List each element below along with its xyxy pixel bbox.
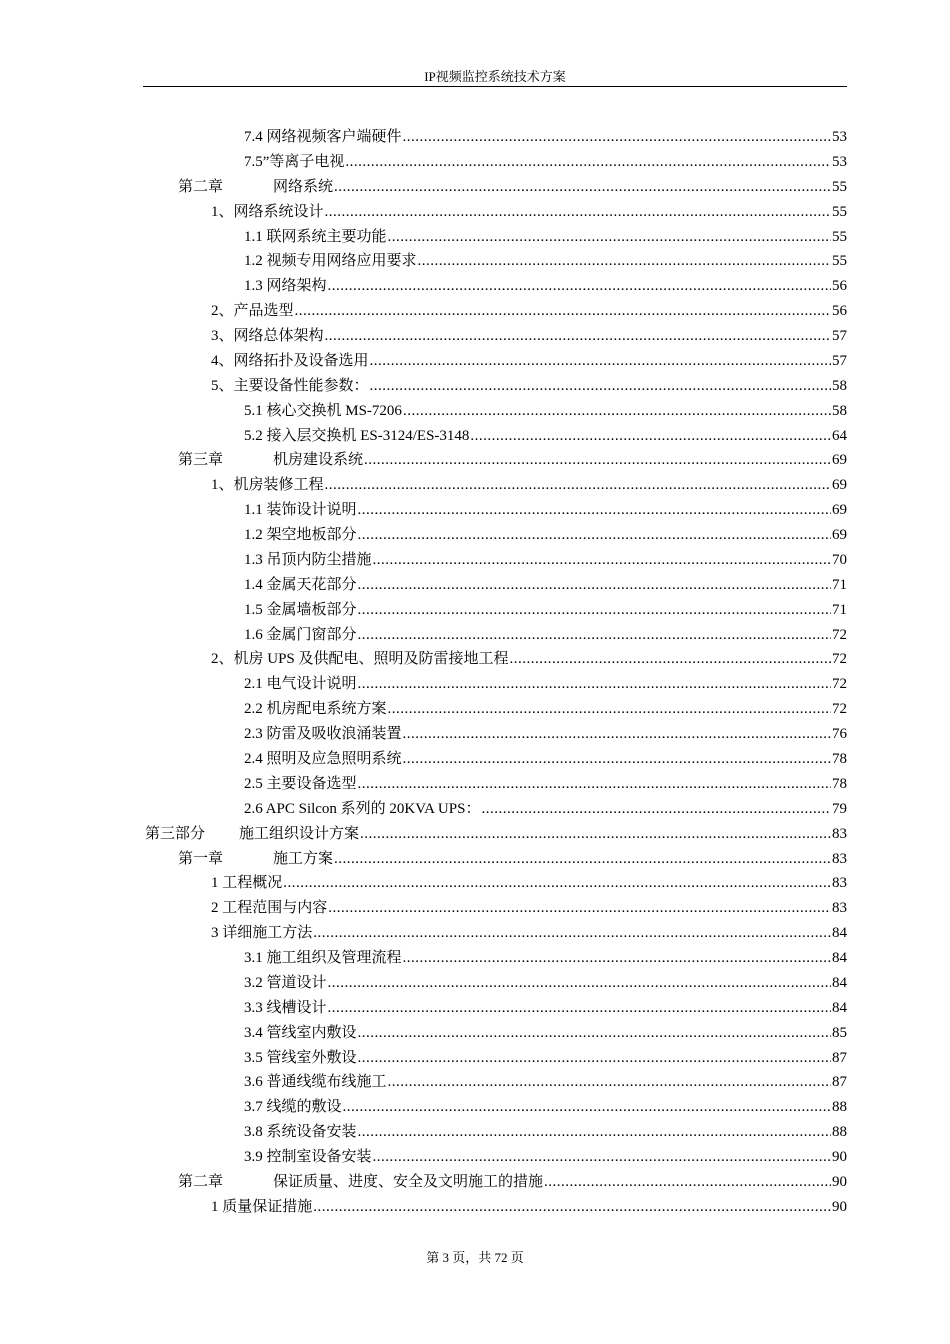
toc-dot-leader (334, 848, 831, 870)
toc-dot-leader (403, 400, 831, 422)
toc-entry-title (211, 300, 294, 322)
toc-dot-leader (343, 1096, 831, 1118)
toc-entry-label: 2.3 防雷及吸收浪涌装置 (244, 726, 402, 743)
toc-entry-title (244, 673, 357, 695)
toc-dot-leader (388, 226, 831, 248)
toc-entry-title (244, 947, 402, 969)
toc-entry[interactable] (244, 1121, 847, 1146)
toc-entry[interactable] (244, 1096, 847, 1121)
toc-entry[interactable] (244, 574, 847, 599)
toc-entry[interactable] (211, 922, 847, 947)
toc-entry-heading: 施工方案 (273, 850, 334, 867)
toc-entry-label: 3.8 系统设备安装 (244, 1124, 357, 1141)
toc-entry[interactable] (244, 997, 847, 1022)
toc-entry-label: 1.2 架空地板部分 (244, 527, 357, 544)
toc-entry[interactable] (211, 375, 847, 400)
toc-entry-label: 5、主要设备性能参数： (211, 377, 369, 394)
toc-entry-label: 1.1 装饰设计说明 (244, 502, 357, 519)
toc-page-number: 69 (832, 527, 847, 544)
toc-entry-title (211, 375, 369, 397)
toc-dot-leader (325, 474, 831, 496)
toc-entry-label: 1 质量保证措施 (211, 1198, 313, 1215)
toc-entry-title (178, 1171, 543, 1193)
toc-entry[interactable] (178, 176, 847, 201)
toc-entry[interactable] (244, 226, 847, 251)
toc-entry-title (244, 1071, 387, 1093)
toc-entry[interactable] (211, 325, 847, 350)
toc-entry[interactable] (244, 798, 847, 823)
toc-entry-label: 第二章 (178, 178, 224, 195)
toc-entry-title (244, 1121, 357, 1143)
toc-page-number: 55 (832, 178, 847, 195)
toc-entry-label: 1.2 视频专用网络应用要求 (244, 253, 417, 270)
toc-dot-leader (328, 275, 831, 297)
toc-entry-label: 4、网络拓扑及设备选用 (211, 352, 369, 369)
toc-entry[interactable] (244, 947, 847, 972)
toc-entry[interactable] (244, 773, 847, 798)
toc-dot-leader (360, 823, 831, 845)
toc-entry[interactable] (211, 201, 847, 226)
toc-entry-label: 2.2 机房配电系统方案 (244, 701, 387, 718)
toc-page-number: 72 (832, 676, 847, 693)
toc-entry-label: 1、网络系统设计 (211, 203, 324, 220)
toc-page-number: 88 (832, 1099, 847, 1116)
toc-page-number: 83 (832, 875, 847, 892)
toc-entry-title (244, 798, 480, 820)
toc-entry[interactable] (145, 823, 847, 848)
toc-entry[interactable] (244, 549, 847, 574)
toc-page-number: 56 (832, 278, 847, 295)
toc-entry[interactable] (244, 599, 847, 624)
toc-dot-leader (403, 748, 831, 770)
toc-entry-heading: 保证质量、进度、安全及文明施工的措施 (273, 1173, 544, 1190)
toc-entry-label: 2 工程范围与内容 (211, 900, 328, 917)
toc-entry-title (211, 922, 312, 944)
toc-page-number: 71 (832, 576, 847, 593)
toc-dot-leader (325, 201, 831, 223)
toc-dot-leader (358, 1022, 831, 1044)
toc-page-number: 84 (832, 950, 847, 967)
toc-entry-title (244, 773, 357, 795)
toc-entry[interactable] (244, 151, 847, 176)
toc-page-number: 72 (832, 651, 847, 668)
toc-entry-title (211, 1196, 312, 1218)
toc-entry[interactable] (244, 723, 847, 748)
toc-dot-leader (373, 549, 831, 571)
toc-dot-leader (328, 897, 831, 919)
toc-dot-leader (345, 151, 831, 173)
toc-page-number: 72 (832, 701, 847, 718)
toc-entry-label: 3.3 线槽设计 (244, 999, 327, 1016)
toc-entry-title (244, 698, 387, 720)
toc-entry-title (178, 848, 333, 870)
toc-entry-label: 7.4 网络视频客户端硬件 (244, 129, 402, 145)
toc-dot-leader (388, 698, 831, 720)
toc-dot-leader (328, 997, 831, 1019)
toc-dot-leader (358, 624, 831, 646)
toc-entry-label: 第三章 (178, 452, 224, 469)
toc-entry-title (211, 325, 324, 347)
toc-entry[interactable] (244, 275, 847, 300)
toc-entry-title (211, 648, 509, 670)
toc-dot-leader (481, 798, 831, 820)
toc-entry[interactable] (178, 848, 847, 873)
toc-entry-label: 1.3 网络架构 (244, 278, 327, 295)
toc-page-number: 84 (832, 925, 847, 942)
toc-page-number: 83 (832, 825, 847, 842)
toc-entry-label: 1.1 联网系统主要功能 (244, 228, 387, 245)
toc-entry-title (211, 897, 327, 919)
toc-dot-leader (370, 350, 831, 372)
toc-page-number: 69 (832, 502, 847, 519)
toc-dot-leader (334, 176, 831, 198)
toc-entry-label: 1.3 吊顶内防尘措施 (244, 551, 372, 568)
toc-entry[interactable] (211, 1196, 847, 1221)
toc-entry[interactable] (244, 624, 847, 649)
toc-entry-label: 3.6 普通线缆布线施工 (244, 1074, 387, 1091)
toc-page-number: 83 (832, 850, 847, 867)
toc-entry-title (211, 201, 324, 223)
toc-page-number: 70 (832, 551, 847, 568)
toc-entry-title (244, 972, 327, 994)
toc-entry[interactable] (178, 449, 847, 474)
toc-dot-leader (358, 673, 831, 695)
toc-entry[interactable] (211, 350, 847, 375)
toc-page-number: 84 (832, 999, 847, 1016)
toc-dot-leader (358, 1121, 831, 1143)
toc-entry[interactable] (244, 673, 847, 698)
toc-dot-leader (403, 126, 831, 148)
toc-entry[interactable] (211, 872, 847, 897)
toc-entry-title (244, 524, 357, 546)
toc-entry-label: 1.6 金属门窗部分 (244, 626, 357, 643)
toc-page-number: 55 (832, 253, 847, 270)
toc-page-number: 72 (832, 626, 847, 643)
toc-entry-label: 2.6 APC Silcon 系列的 20KVA UPS： (244, 800, 481, 817)
page-header-title: IP视频监控系统技术方案 (424, 69, 566, 84)
toc-entry-title (244, 275, 327, 297)
toc-page-number: 57 (832, 328, 847, 345)
toc-entry[interactable] (211, 897, 847, 922)
toc-entry-title (244, 997, 327, 1019)
toc-entry-label: 3.2 管道设计 (244, 974, 327, 991)
toc-entry[interactable] (244, 126, 847, 151)
toc-page-number: 79 (832, 800, 847, 817)
toc-dot-leader (358, 599, 831, 621)
toc-dot-leader (403, 723, 831, 745)
toc-dot-leader (358, 574, 831, 596)
toc-entry-heading: 机房建设系统 (273, 452, 364, 469)
toc-entry-heading: 网络系统 (273, 178, 334, 195)
toc-entry-label: 2、机房 UPS 及供配电、照明及防雷接地工程 (211, 651, 509, 668)
toc-dot-leader (358, 499, 831, 521)
toc-entry-label: 1.4 金属天花部分 (244, 576, 357, 593)
toc-entry-title (244, 250, 417, 272)
page-footer: 第 3 页，共 72 页 (426, 1250, 524, 1265)
toc-entry-label: 第三部分 (145, 825, 206, 842)
toc-page-number: 87 (832, 1049, 847, 1066)
toc-entry-title (244, 400, 402, 422)
toc-page-number: 78 (832, 751, 847, 767)
header-rule (143, 86, 847, 87)
toc-entry-label: 3、网络总体架构 (211, 328, 324, 345)
toc-dot-leader (313, 1196, 831, 1218)
toc-entry[interactable] (244, 499, 847, 524)
toc-entry-label: 第二章 (178, 1173, 224, 1190)
toc-entry-label: 2、产品选型 (211, 303, 294, 320)
toc-entry-title (211, 872, 282, 894)
toc-page-number: 56 (832, 303, 847, 320)
toc-entry-title (178, 449, 363, 471)
toc-entry-title (244, 1096, 342, 1118)
toc-entry-title (244, 1146, 372, 1168)
toc-entry-title (145, 823, 359, 845)
toc-dot-leader (370, 375, 831, 397)
toc-entry[interactable] (244, 972, 847, 997)
toc-entry[interactable] (244, 1022, 847, 1047)
toc-page-number: 53 (832, 153, 847, 170)
toc-entry-title (244, 151, 344, 173)
toc-entry-label: 1 工程概况 (211, 875, 283, 892)
toc-entry-label: 3.4 管线室内敷设 (244, 1024, 357, 1041)
toc-page-number: 85 (832, 1024, 847, 1041)
toc-entry-label: 1、机房装修工程 (211, 477, 324, 494)
toc-entry-label: 3.9 控制室设备安装 (244, 1149, 372, 1166)
toc-dot-leader (510, 648, 831, 670)
toc-page-number: 58 (832, 402, 847, 419)
toc-entry-title (244, 599, 357, 621)
toc-entry[interactable] (244, 524, 847, 549)
toc-page-number: 58 (832, 377, 847, 394)
toc-entry-title (244, 499, 357, 521)
toc-dot-leader (388, 1071, 831, 1093)
toc-dot-leader (325, 325, 831, 347)
toc-entry[interactable] (211, 300, 847, 325)
toc-entry-label: 2.4 照明及应急照明系统 (244, 751, 402, 767)
toc-entry-title (178, 176, 333, 198)
toc-page-number: 64 (832, 427, 847, 444)
toc-dot-leader (544, 1171, 831, 1193)
toc-entry-title (244, 1047, 357, 1069)
toc-page-number: 55 (832, 203, 847, 220)
toc-entry[interactable] (244, 698, 847, 723)
toc-entry-label: 2.1 电气设计说明 (244, 676, 357, 693)
toc-page-number: 71 (832, 601, 847, 618)
toc-entry-label: 3 详细施工方法 (211, 925, 313, 942)
toc-entry-title (244, 425, 469, 447)
toc-page-number: 90 (832, 1173, 847, 1190)
toc-entry-label: 3.7 线缆的敷设 (244, 1099, 342, 1116)
toc-dot-leader (470, 425, 831, 447)
toc-page-number: 53 (832, 129, 847, 145)
toc-dot-leader (313, 922, 831, 944)
toc-entry[interactable] (211, 648, 847, 673)
toc-entry[interactable] (244, 1047, 847, 1072)
toc-dot-leader (418, 250, 831, 272)
toc-dot-leader (358, 1047, 831, 1069)
toc-entry-label: 第一章 (178, 850, 224, 867)
toc-entry-title (244, 226, 387, 248)
toc-page-number: 55 (832, 228, 847, 245)
toc-entry-title (211, 474, 324, 496)
toc-entry[interactable] (244, 250, 847, 275)
toc-page-number: 69 (832, 452, 847, 469)
toc-entry[interactable] (244, 1071, 847, 1096)
toc-dot-leader (358, 773, 831, 795)
toc-entry-title (244, 549, 372, 571)
toc-page-number: 87 (832, 1074, 847, 1091)
toc-page-number: 76 (832, 726, 847, 743)
toc-entry-label: 5.2 接入层交换机 ES-3124/ES-3148 (244, 427, 470, 444)
toc-entry[interactable] (211, 474, 847, 499)
toc-entry-label: 3.5 管线室外敷设 (244, 1049, 357, 1066)
toc-page-number: 57 (832, 352, 847, 369)
toc-page-number: 83 (832, 900, 847, 917)
toc-entry-label: 3.1 施工组织及管理流程 (244, 950, 402, 967)
toc-page-number: 90 (832, 1149, 847, 1166)
toc-entry-title (244, 624, 357, 646)
toc-entry[interactable] (244, 1146, 847, 1171)
toc-page-number: 90 (832, 1198, 847, 1215)
toc-entry-title (244, 126, 402, 148)
toc-dot-leader (328, 972, 831, 994)
toc-page-number: 84 (832, 974, 847, 991)
toc-entry-title (244, 1022, 357, 1044)
toc-page-number: 78 (832, 775, 847, 792)
toc-entry-title (244, 748, 402, 770)
toc-entry[interactable] (244, 748, 847, 773)
toc-entry-title (244, 723, 402, 745)
toc-dot-leader (358, 524, 831, 546)
toc-entry[interactable] (244, 425, 847, 450)
toc-page-number: 88 (832, 1124, 847, 1141)
toc-entry-heading: 施工组织设计方案 (239, 825, 360, 842)
toc-entry-title (244, 574, 357, 596)
toc-dot-leader (283, 872, 831, 894)
toc-dot-leader (364, 449, 831, 471)
toc-entry-title (211, 350, 369, 372)
toc-dot-leader (373, 1146, 831, 1168)
toc-entry-label: 2.5 主要设备选型 (244, 775, 357, 792)
toc-dot-leader (403, 947, 831, 969)
toc-entry[interactable] (244, 400, 847, 425)
toc-entry-label: 5.1 核心交换机 MS-7206 (244, 402, 402, 419)
toc-dot-leader (295, 300, 831, 322)
toc-entry[interactable] (178, 1171, 847, 1196)
toc-entry-label: 7.5”等离子电视 (244, 153, 345, 170)
toc-page-number: 69 (832, 477, 847, 494)
toc-entry-label: 1.5 金属墙板部分 (244, 601, 357, 618)
